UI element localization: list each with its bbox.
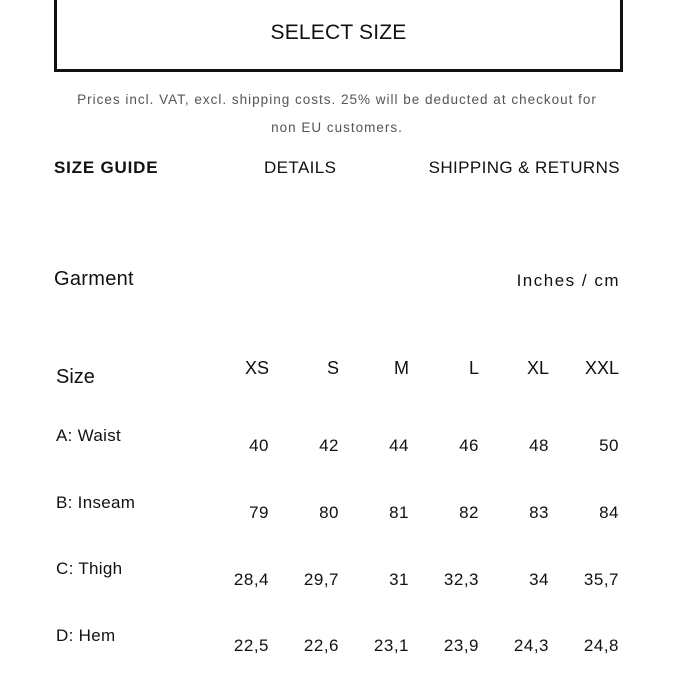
- measurement-value: 79: [249, 503, 269, 522]
- size-column-xl: XL: [526, 358, 549, 378]
- measurement-value: 23,1: [373, 636, 409, 655]
- measurement-value: 83: [529, 503, 549, 522]
- measurement-value: 31: [389, 570, 409, 589]
- size-column-xs: XS: [244, 358, 269, 378]
- size-column-s: S: [326, 358, 339, 378]
- measurement-value: 28,4: [233, 570, 269, 589]
- unit-toggle[interactable]: Inches / cm: [516, 271, 620, 290]
- measurement-value: 81: [389, 503, 409, 522]
- measurement-value: 29,7: [303, 570, 339, 589]
- measurement-value: 24,8: [583, 636, 619, 655]
- measurement-value: 50: [599, 436, 619, 455]
- measurement-label: D: Hem: [56, 626, 116, 645]
- tab-details[interactable]: DETAILS: [264, 158, 337, 177]
- size-column-l: L: [468, 358, 479, 378]
- price-notice-line-1: Prices incl. VAT, excl. shipping costs. 25% will be deducted at checkout for: [77, 92, 597, 107]
- measurement-value: 32,3: [443, 570, 479, 589]
- size-column-xxl: XXL: [584, 358, 619, 378]
- measurement-value: 23,9: [443, 636, 479, 655]
- measurement-value: 84: [599, 503, 619, 522]
- select-size-button[interactable]: SELECT SIZE: [54, 0, 623, 72]
- measurement-value: 24,3: [513, 636, 549, 655]
- measurement-value: 48: [529, 436, 549, 455]
- measurement-value: 22,6: [303, 636, 339, 655]
- size-header-label: Size: [56, 366, 95, 388]
- measurement-value: 22,5: [233, 636, 269, 655]
- section-title: Garment: [54, 268, 134, 290]
- measurement-value: 40: [249, 436, 269, 455]
- measurement-value: 35,7: [583, 570, 619, 589]
- measurement-label: A: Waist: [56, 426, 122, 445]
- measurement-value: 82: [459, 503, 479, 522]
- measurement-value: 42: [319, 436, 339, 455]
- measurement-label: C: Thigh: [56, 559, 123, 578]
- size-column-m: M: [394, 358, 409, 378]
- tab-size-guide[interactable]: SIZE GUIDE: [54, 158, 159, 177]
- measurement-value: 80: [319, 503, 339, 522]
- measurement-value: 46: [459, 436, 479, 455]
- price-notice-line-2: non EU customers.: [271, 120, 403, 135]
- measurement-value: 44: [389, 436, 409, 455]
- tab-shipping-returns[interactable]: SHIPPING & RETURNS: [428, 158, 620, 177]
- measurement-label: B: Inseam: [56, 493, 136, 512]
- measurement-value: 34: [529, 570, 549, 589]
